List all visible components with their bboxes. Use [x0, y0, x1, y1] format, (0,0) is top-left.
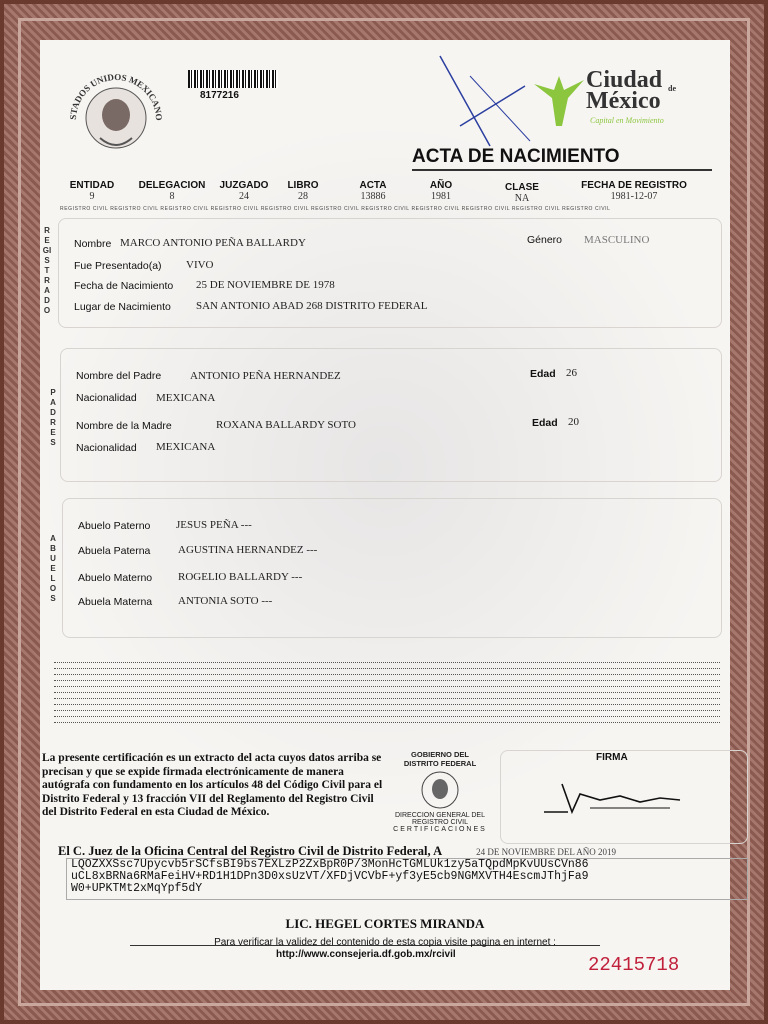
dir-line3: CERTIFICACIONES: [393, 826, 487, 833]
dir-line2: REGISTRO CIVIL: [411, 819, 468, 826]
padres-section: [60, 348, 722, 482]
abuelos-side-label: ABUELOS: [49, 534, 57, 603]
abuelo-paterno-value: JESUS PEÑA ---: [176, 519, 252, 531]
field-anio: AÑO 1981: [429, 180, 453, 202]
signer-name: LIC. HEGEL CORTES MIRANDA: [285, 916, 485, 931]
registry-fields: [44, 176, 724, 210]
field-libro: LIBRO 28: [287, 180, 319, 202]
eagle-seal-icon: [418, 770, 462, 810]
seal-text: STADOS UNIDOS MEXICANO: [67, 71, 165, 121]
padre-edad-value: 26: [566, 367, 577, 379]
padre-value: ANTONIO PEÑA HERNANDEZ: [190, 370, 341, 382]
madre-label: Nombre de la Madre: [76, 420, 172, 432]
logo-mexico: México: [586, 88, 661, 114]
gov-seal-block: [380, 750, 500, 833]
barcode-number: 8177216: [200, 90, 239, 101]
madre-edad-value: 20: [568, 416, 579, 428]
presentado-label: Fue Presentado(a): [74, 260, 162, 272]
field-fecha-registro: FECHA DE REGISTRO 1981-12-07: [581, 180, 687, 202]
genero-value: MASCULINO: [584, 234, 650, 246]
angel-icon: [530, 70, 588, 128]
verify-text: Para verificar la validez del contenido de esta copia visite pagina en internet :: [214, 937, 556, 948]
barcode: [188, 70, 278, 88]
padre-label: Nombre del Padre: [76, 370, 162, 382]
fecha-nacimiento-value: 25 DE NOVIEMBRE DE 1978: [196, 279, 335, 291]
field-acta: ACTA 13886: [359, 180, 387, 202]
fecha-nacimiento-label: Fecha de Nacimiento: [74, 280, 174, 292]
dir-line1: DIRECCION GENERAL DEL: [395, 812, 485, 819]
document-title: ACTA DE NACIMIENTO: [412, 146, 712, 171]
padre-nacionalidad-value: MEXICANA: [156, 392, 216, 404]
abuela-materna-label: Abuela Materna: [78, 596, 153, 608]
madre-nacionalidad-value: MEXICANA: [156, 441, 216, 453]
padre-edad-label: Edad: [530, 368, 556, 380]
nombre-label: Nombre: [74, 238, 112, 250]
judge-date: 24 DE NOVIEMBRE DEL AÑO 2019: [476, 847, 617, 857]
genero-label: Género: [527, 234, 563, 246]
folio-number: 22415718: [588, 954, 680, 976]
abuela-paterna-value: AGUSTINA HERNANDEZ ---: [178, 544, 318, 556]
abuela-materna-value: ANTONIA SOTO ---: [178, 595, 273, 607]
hash-line-1: LQOZXXSsc7Upycvb5rSCfsBI9bs7EXLzP2ZxBpR0P/3MonHcTGMLUk1zy5aTQpdMpKvUUsCVn86: [71, 858, 589, 871]
padres-side-label: PADRES: [50, 388, 56, 447]
padre-nacionalidad-label: Nacionalidad: [76, 392, 137, 404]
field-clase: CLASE NA: [505, 182, 539, 204]
abuelos-section: [62, 498, 722, 638]
registry-strip: REGISTRO CIVIL REGISTRO CIVIL REGISTRO CIVIL REGISTRO CIVIL REGISTRO CIVIL REGISTRO CIVIL REGISTRO CIVIL REGISTRO CIVIL REGISTRO CIVIL REGISTRO CIVIL REGISTRO CIVIL: [60, 206, 611, 212]
digital-signature-box: [66, 858, 748, 900]
verify-url[interactable]: http://www.consejeria.df.gob.mx/rcivil: [276, 949, 456, 960]
firma-label: FIRMA: [596, 752, 628, 763]
nombre-value: MARCO ANTONIO PEÑA BALLARDY: [120, 237, 306, 249]
presentado-value: VIVO: [186, 259, 214, 271]
logo-ciudad: Ciudad: [586, 67, 663, 93]
certification-text: La presente certificación es un extracto del acta cuyos datos arriba se precisan y que se expide firmada electrónicamente de manera autógrafa con fundamento en los artículos 48 del Código Civil para el Distrito Federal y 13 fracción VII del Reglamento del Registro Civil del Distrito Federal en esta Ciudad de México.: [42, 752, 383, 818]
registrado-side-label: REGISTRADO: [42, 226, 52, 315]
judge-text: El C. Juez de la Oficina Central del Registro Civil de Distrito Federal, A: [58, 844, 443, 858]
lugar-nacimiento-value: SAN ANTONIO ABAD 268 DISTRITO FEDERAL: [196, 300, 428, 312]
handwritten-mark: [430, 46, 540, 156]
gov-line1: GOBIERNO DEL: [411, 750, 469, 759]
field-delegacion: DELEGACION 8: [138, 180, 206, 202]
hash-line-3: W0+UPKTMt2xMqYpf5dY: [71, 882, 203, 895]
madre-nacionalidad-label: Nacionalidad: [76, 442, 137, 454]
lugar-nacimiento-label: Lugar de Nacimiento: [74, 301, 171, 313]
gov-line2: DISTRITO FEDERAL: [403, 759, 477, 768]
madre-edad-label: Edad: [532, 417, 558, 429]
abuelo-materno-label: Abuelo Materno: [78, 572, 153, 584]
logo-de: de: [668, 84, 677, 93]
madre-value: ROXANA BALLARDY SOTO: [216, 419, 356, 431]
certificate-paper: [40, 40, 730, 990]
abuelo-paterno-label: Abuelo Paterno: [78, 520, 151, 532]
abuela-paterna-label: Abuela Paterna: [78, 545, 151, 557]
logo-tagline: Capital en Movimiento: [590, 116, 664, 125]
abuelo-materno-value: ROGELIO BALLARDY ---: [178, 571, 303, 583]
signature: [540, 778, 690, 818]
cdmx-logo: [530, 66, 720, 136]
field-entidad: ENTIDAD 9: [69, 180, 115, 202]
field-juzgado: JUZGADO 24: [219, 180, 269, 202]
hash-line-2: uCL8xBRNa6RMaFeiHV+RD1H1DPn3D0xsUzVT/XFDjVCVbF+yf3yE5cb9NGMXVTH4EscmJThjFa9: [71, 870, 589, 883]
mexico-seal: [62, 60, 170, 168]
